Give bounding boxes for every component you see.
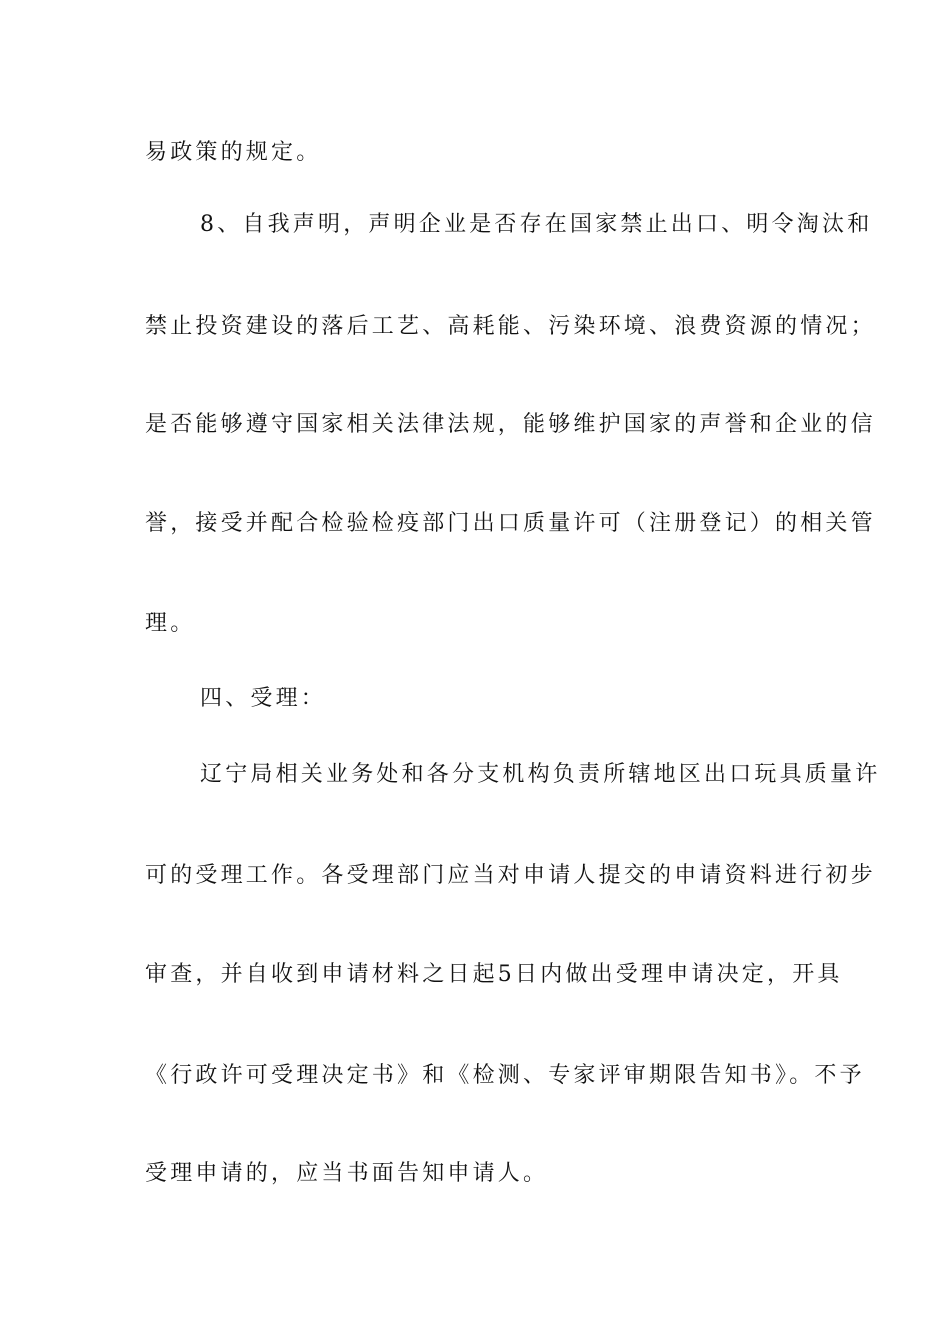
paragraph-line: 受理申请的，应当书面告知申请人。: [145, 1161, 549, 1186]
paragraph-line: 理。: [145, 611, 196, 636]
paragraph-line: 易政策的规定。: [145, 140, 322, 165]
paragraph-line: 誉，接受并配合检验检疫部门出口质量许可（注册登记）的相关管: [145, 511, 876, 536]
paragraph-line: 可的受理工作。各受理部门应当对申请人提交的申请资料进行初步: [145, 863, 876, 888]
paragraph-line: 辽宁局相关业务处和各分支机构负责所辖地区出口玩具质量许: [200, 762, 881, 787]
paragraph-line: 是否能够遵守国家相关法律法规，能够维护国家的声誉和企业的信: [145, 412, 876, 437]
section-heading: 四、受理：: [200, 686, 327, 711]
paragraph-line: 8、自我声明，声明企业是否存在国家禁止出口、明令淘汰和: [200, 212, 873, 237]
paragraph-line: 禁止投资建设的落后工艺、高耗能、污染环境、浪费资源的情况；: [145, 314, 876, 339]
paragraph-line: 《行政许可受理决定书》和《检测、专家评审期限告知书》。不予: [145, 1063, 865, 1088]
paragraph-line: 审查，并自收到申请材料之日起5日内做出受理申请决定，开具: [145, 962, 843, 987]
